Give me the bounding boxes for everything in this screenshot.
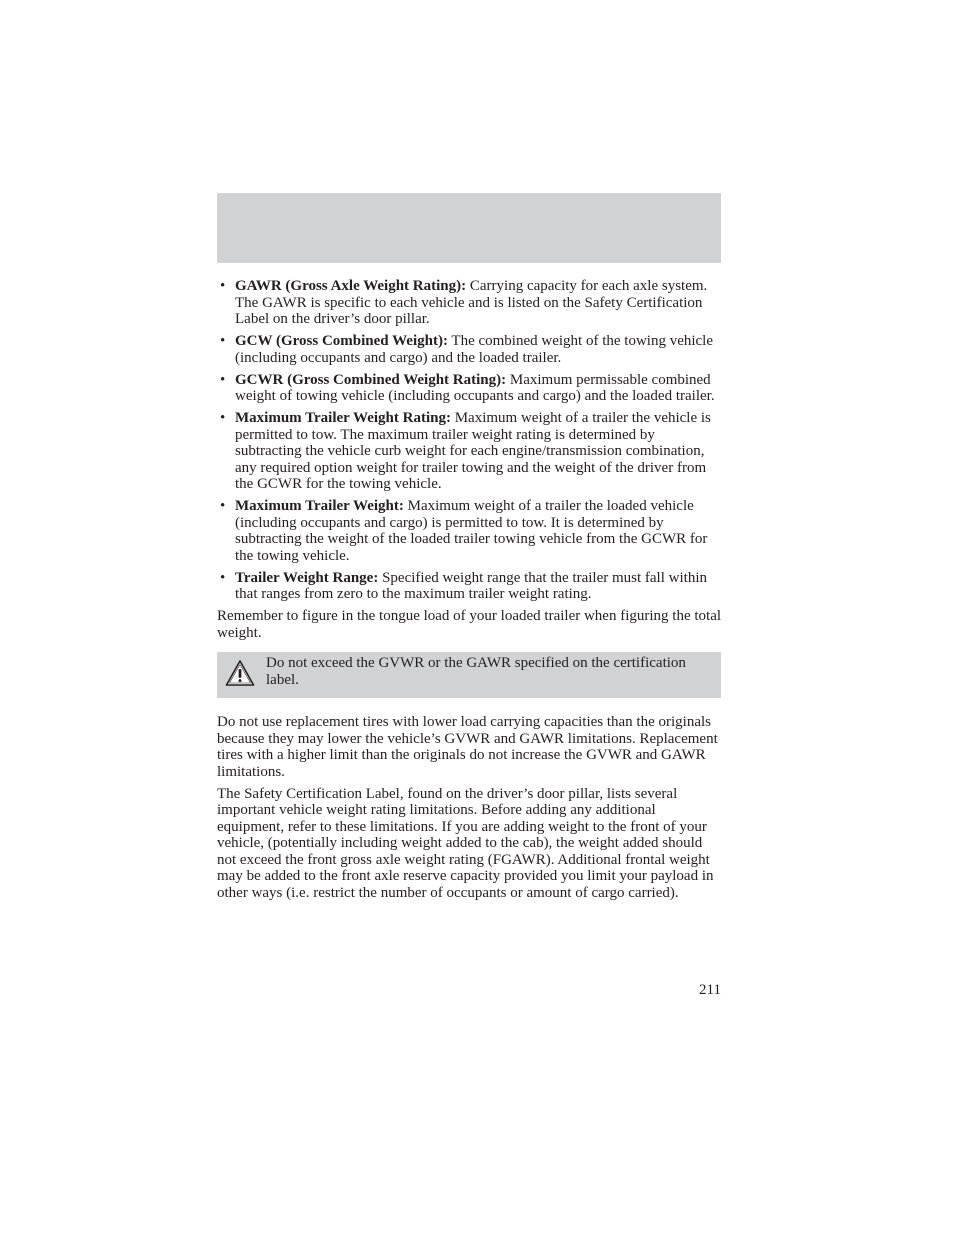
- bullet-icon: •: [220, 569, 226, 586]
- section-header-band: [217, 193, 721, 263]
- page-content: [217, 278, 723, 907]
- definition-term: Maximum Trailer Weight Rating:: [235, 410, 451, 426]
- warning-box: [217, 652, 721, 698]
- definition-text: The combined weight of the towing vehicle (including occupants and cargo) and the loaded trailer.: [235, 333, 714, 366]
- definition-item-gcwr: [217, 372, 723, 405]
- definition-item-max-trailer-weight-rating: [217, 410, 723, 493]
- definition-term: Trailer Weight Range:: [235, 569, 379, 586]
- certification-label-paragraph: The Safety Certification Label, found on the driver’s door pillar, lists several important vehicle weight rating limitations. Before adding any additional equipment, refer to these limitations. If you are adding weight to the front of your vehicle, (potentially including weight added to the cab), the weight added should not exceed the front gross axle weight rating (FGAWR). Additional frontal weight may be added to the front axle reserve capacity provided you limit your payload in other ways (i.e. restrict the number of occupants or amount of cargo carried).: [217, 785, 714, 901]
- definition-text: Carrying capacity for each axle system. The GAWR is specific to each vehicle and is listed on the Safety Certification Label on the driver’s door pillar.: [235, 278, 708, 327]
- definition-list: [217, 278, 723, 603]
- definition-text: Specified weight range that the trailer must fall within that ranges from zero to the maximum trailer weight rating.: [235, 569, 707, 602]
- warning-triangle-icon: [225, 659, 255, 687]
- definition-text: Maximum permissable combined weight of towing vehicle (including occupants and cargo) and the loaded trailer.: [235, 371, 715, 404]
- definition-term: GCW (Gross Combined Weight):: [235, 333, 448, 349]
- definition-item-gawr: [217, 278, 723, 328]
- definition-term: GCWR (Gross Combined Weight Rating):: [235, 371, 507, 388]
- replacement-tires-paragraph: Do not use replacement tires with lower load carrying capacities than the originals because they may lower the vehicle’s GVWR and GAWR limitations. Replacement tires with a higher limit than the originals do not increase the GVWR and GAWR limitations.: [217, 714, 718, 780]
- warning-text: Do not exceed the GVWR or the GAWR specified on the certification label.: [266, 655, 686, 688]
- bullet-icon: •: [220, 410, 226, 426]
- page-number: 211: [699, 982, 721, 998]
- bullet-icon: •: [220, 278, 226, 294]
- bullet-icon: •: [220, 371, 226, 388]
- bullet-icon: •: [220, 498, 226, 514]
- definition-term: Maximum Trailer Weight:: [235, 498, 404, 514]
- definition-text: Maximum weight of a trailer the vehicle is permitted to tow. The maximum trailer weight rating is determined by subtracting the vehicle curb weight for each engine/transmission combination, any required option weight for trailer towing and the weight of the driver from the GCWR for the towing vehicle.: [235, 410, 711, 492]
- definition-item-trailer-weight-range: [217, 570, 723, 603]
- bullet-icon: •: [220, 333, 226, 349]
- definition-term: GAWR (Gross Axle Weight Rating):: [235, 278, 467, 294]
- definition-item-max-trailer-weight: [217, 498, 723, 564]
- tongue-load-note: Remember to figure in the tongue load of your loaded trailer when figuring the total weight.: [217, 608, 722, 641]
- definition-text: Maximum weight of a trailer the loaded vehicle (including occupants and cargo) is permitted to tow. It is determined by subtracting the weight of the loaded trailer towing vehicle from the GCWR for the towing vehicle.: [235, 498, 708, 564]
- definition-item-gcw: [217, 333, 723, 366]
